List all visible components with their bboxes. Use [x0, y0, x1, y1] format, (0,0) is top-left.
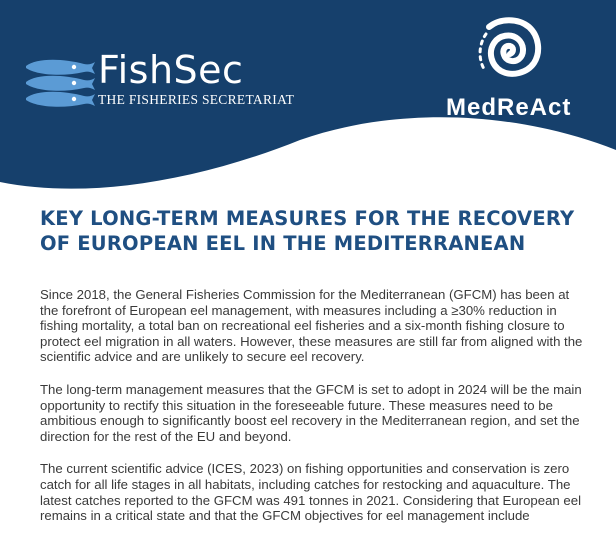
- medreact-logo: [440, 14, 600, 124]
- fishsec-subtitle: THE FISHERIES SECRETARIAT: [98, 92, 295, 107]
- title-line-1: KEY LONG-TERM MEASURES FOR THE RECOVERY: [40, 207, 575, 230]
- paragraph-1: Since 2018, the General Fisheries Commission for the Mediterranean (GFCM) has been at the forefront of European eel management, with measures including a ≥30% reduction in fishing mortality, a total ban on recreational eel fisheries and a six-month fishing closure to protect eel migration in all waters. However, these measures are still far from aligned with the scientific advice and are unlikely to secure eel recovery.: [40, 287, 583, 365]
- fishsec-name: FishSec: [98, 48, 244, 92]
- paragraph-3: The current scientific advice (ICES, 2023) on fishing opportunities and conservation is zero catch for all life stages in all habitats, including catches for restocking and aquaculture. The latest catches reported to the GFCM was 491 tonnes in 2021. Considering that European eel remains in a critical state and that the GFCM objectives for eel management include: [40, 461, 582, 524]
- title-line-2: OF EUROPEAN EEL IN THE MEDITERRANEAN: [40, 232, 526, 255]
- page-title: [40, 206, 600, 256]
- fishsec-logo: [24, 48, 295, 112]
- spiral-logo-icon: [468, 14, 552, 94]
- header-banner: [0, 0, 616, 205]
- fish-icon: [24, 56, 96, 110]
- medreact-name: MedReAct: [446, 94, 572, 121]
- paragraph-2: The long-term management measures that the GFCM is set to adopt in 2024 will be the main opportunity to rectify this situation in the foreseeable future. These measures need to be ambitious enough to significantly boost eel recovery in the Mediterranean region, and set the direction for the rest of the EU and beyond.: [40, 381, 582, 444]
- body-text: [40, 287, 585, 541]
